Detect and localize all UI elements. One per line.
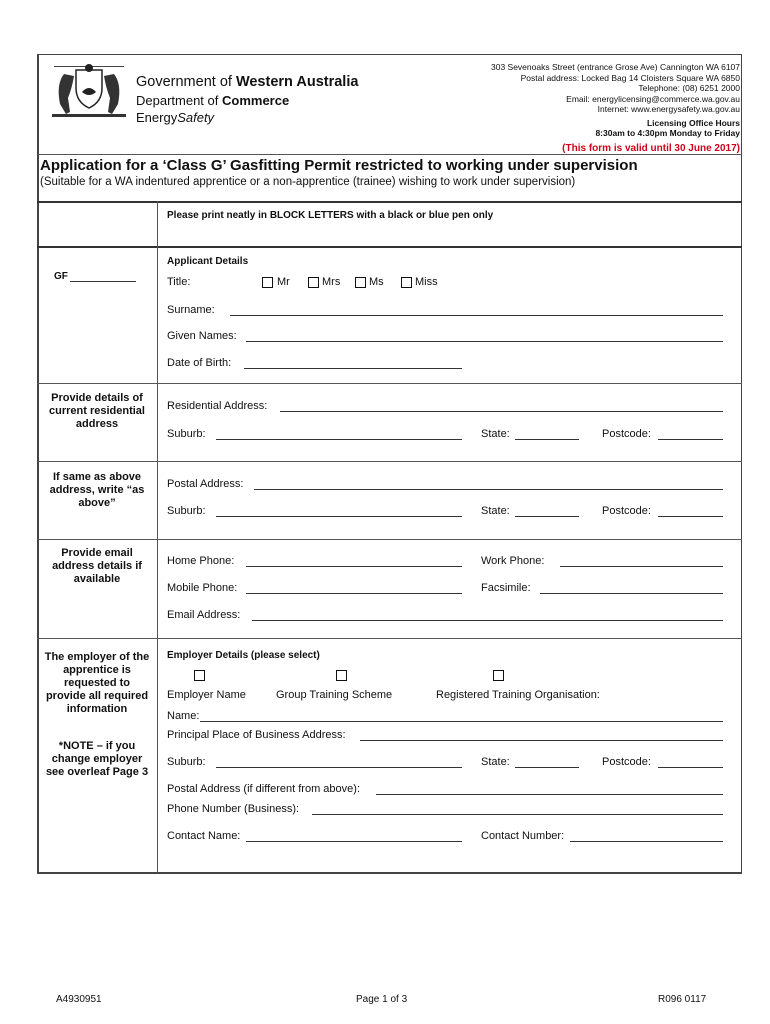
hours-title: Licensing Office Hours bbox=[646, 117, 740, 128]
employer-heading: Employer Details (please select) bbox=[167, 650, 320, 661]
postal-state-field[interactable] bbox=[515, 516, 579, 517]
residential-side-note: Provide details of current residential address bbox=[49, 392, 145, 430]
divider bbox=[37, 539, 742, 540]
residential-address-field[interactable] bbox=[280, 411, 723, 412]
employer-name-field[interactable] bbox=[200, 721, 723, 722]
residential-postcode-label: Postcode: bbox=[602, 428, 651, 440]
employer-state-label: State: bbox=[481, 756, 510, 768]
divider bbox=[37, 461, 742, 462]
employer-postal-field[interactable] bbox=[376, 794, 723, 795]
given-names-field[interactable] bbox=[246, 341, 723, 342]
employer-change-note: *NOTE – if you change employer see overleaf Page 3 bbox=[45, 740, 149, 778]
postal-suburb-label: Suburb: bbox=[167, 505, 206, 517]
employer-suburb-label: Suburb: bbox=[167, 756, 206, 768]
fax-label: Facsimile: bbox=[481, 582, 531, 594]
contact-name-field[interactable] bbox=[246, 841, 462, 842]
org-name-line3: EnergySafety bbox=[136, 110, 215, 125]
title-label: Title: bbox=[167, 276, 191, 288]
employer-state-field[interactable] bbox=[515, 767, 579, 768]
gf-label: GF bbox=[54, 271, 68, 282]
miss-label: Miss bbox=[415, 276, 438, 288]
business-phone-field[interactable] bbox=[312, 814, 723, 815]
residential-suburb-label: Suburb: bbox=[167, 428, 206, 440]
column-divider bbox=[157, 201, 158, 873]
mrs-checkbox[interactable] bbox=[308, 277, 319, 288]
home-phone-field[interactable] bbox=[246, 566, 462, 567]
group-training-option: Group Training Scheme bbox=[276, 689, 393, 701]
postal-address-field[interactable] bbox=[254, 489, 723, 490]
employer-name-checkbox[interactable] bbox=[194, 670, 205, 681]
mrs-label: Mrs bbox=[322, 276, 341, 288]
employer-side-note: The employer of the apprentice is requested to provide all required information bbox=[44, 651, 150, 715]
surname-field[interactable] bbox=[230, 315, 723, 316]
divider bbox=[37, 201, 742, 203]
employer-postcode-field[interactable] bbox=[658, 767, 723, 768]
divider bbox=[37, 638, 742, 639]
ms-label: Ms bbox=[369, 276, 384, 288]
mobile-phone-field[interactable] bbox=[246, 593, 462, 594]
valid-notice: (This form is valid until 30 June 2017) bbox=[562, 143, 740, 154]
residential-address-label: Residential Address: bbox=[167, 400, 268, 412]
residential-state-field[interactable] bbox=[515, 439, 579, 440]
principal-address-label: Principal Place of Business Address: bbox=[167, 729, 346, 741]
mobile-phone-label: Mobile Phone: bbox=[167, 582, 238, 594]
work-phone-label: Work Phone: bbox=[481, 555, 545, 567]
postal-postcode-field[interactable] bbox=[658, 516, 723, 517]
ms-checkbox[interactable] bbox=[355, 277, 366, 288]
residential-suburb-field[interactable] bbox=[216, 439, 462, 440]
home-phone-label: Home Phone: bbox=[167, 555, 235, 567]
employer-suburb-field[interactable] bbox=[216, 767, 462, 768]
business-phone-label: Phone Number (Business): bbox=[167, 803, 300, 815]
divider bbox=[37, 383, 742, 384]
applicant-heading: Applicant Details bbox=[167, 256, 249, 267]
page-number: Page 1 of 3 bbox=[356, 994, 408, 1005]
postal-address-label: Postal Address: bbox=[167, 478, 244, 490]
form-subtitle: (Suitable for a WA indentured apprentice or a non-apprentice (trainee) wishing to work under supervision) bbox=[40, 176, 576, 188]
employer-name-option: Employer Name bbox=[167, 689, 246, 701]
contact-number-label: Contact Number: bbox=[481, 830, 565, 842]
work-phone-field[interactable] bbox=[560, 566, 723, 567]
instruction: Please print neatly in BLOCK LETTERS with a black or blue pen only bbox=[167, 210, 494, 221]
postal-suburb-field[interactable] bbox=[216, 516, 462, 517]
surname-label: Surname: bbox=[167, 304, 215, 316]
contact-line: Postal address: Locked Bag 14 Cloisters Square WA 6850 bbox=[520, 72, 740, 83]
form-title: Application for a ‘Class G’ Gasfitting Permit restricted to working under supervision bbox=[40, 157, 638, 174]
contact-number-field[interactable] bbox=[570, 841, 723, 842]
group-training-checkbox[interactable] bbox=[336, 670, 347, 681]
contact-line: 303 Sevenoaks Street (entrance Grose Ave) Cannington WA 6107 bbox=[490, 62, 740, 72]
employer-name-label: Name: bbox=[167, 710, 200, 722]
rto-checkbox[interactable] bbox=[493, 670, 504, 681]
contact-line: Email: energylicensing@commerce.wa.gov.au bbox=[566, 93, 740, 104]
divider bbox=[37, 154, 742, 155]
postal-side-note: If same as above address, write “as above” bbox=[49, 471, 145, 509]
dob-label: Date of Birth: bbox=[167, 357, 232, 369]
email-field[interactable] bbox=[252, 620, 723, 621]
divider bbox=[37, 246, 742, 248]
gf-number-field[interactable] bbox=[70, 281, 136, 282]
email-side-note: Provide email address details if available bbox=[52, 547, 142, 585]
org-name-line1: Government of Western Australia bbox=[136, 74, 359, 90]
document-code: A4930951 bbox=[56, 994, 102, 1005]
contact-line: Internet: www.energysafety.wa.gov.au bbox=[597, 104, 740, 114]
email-label: Email Address: bbox=[167, 609, 241, 621]
employer-postcode-label: Postcode: bbox=[602, 756, 651, 768]
postal-postcode-label: Postcode: bbox=[602, 505, 651, 517]
contact-line: Telephone: (08) 6251 2000 bbox=[638, 83, 740, 93]
mr-checkbox[interactable] bbox=[262, 277, 273, 288]
postal-state-label: State: bbox=[481, 505, 510, 517]
hours-text: 8:30am to 4:30pm Monday to Friday bbox=[595, 128, 740, 138]
rto-option: Registered Training Organisation: bbox=[436, 689, 600, 701]
contact-name-label: Contact Name: bbox=[167, 830, 241, 842]
org-name-line2: Department of Commerce bbox=[136, 93, 290, 108]
revision-code: R096 0117 bbox=[658, 994, 707, 1005]
mr-label: Mr bbox=[277, 276, 290, 288]
given-names-label: Given Names: bbox=[167, 330, 237, 342]
residential-postcode-field[interactable] bbox=[658, 439, 723, 440]
principal-address-field[interactable] bbox=[360, 740, 723, 741]
dob-field[interactable] bbox=[244, 368, 462, 369]
employer-postal-label: Postal Address (if different from above): bbox=[167, 783, 360, 795]
miss-checkbox[interactable] bbox=[401, 277, 412, 288]
residential-state-label: State: bbox=[481, 428, 510, 440]
fax-field[interactable] bbox=[540, 593, 723, 594]
